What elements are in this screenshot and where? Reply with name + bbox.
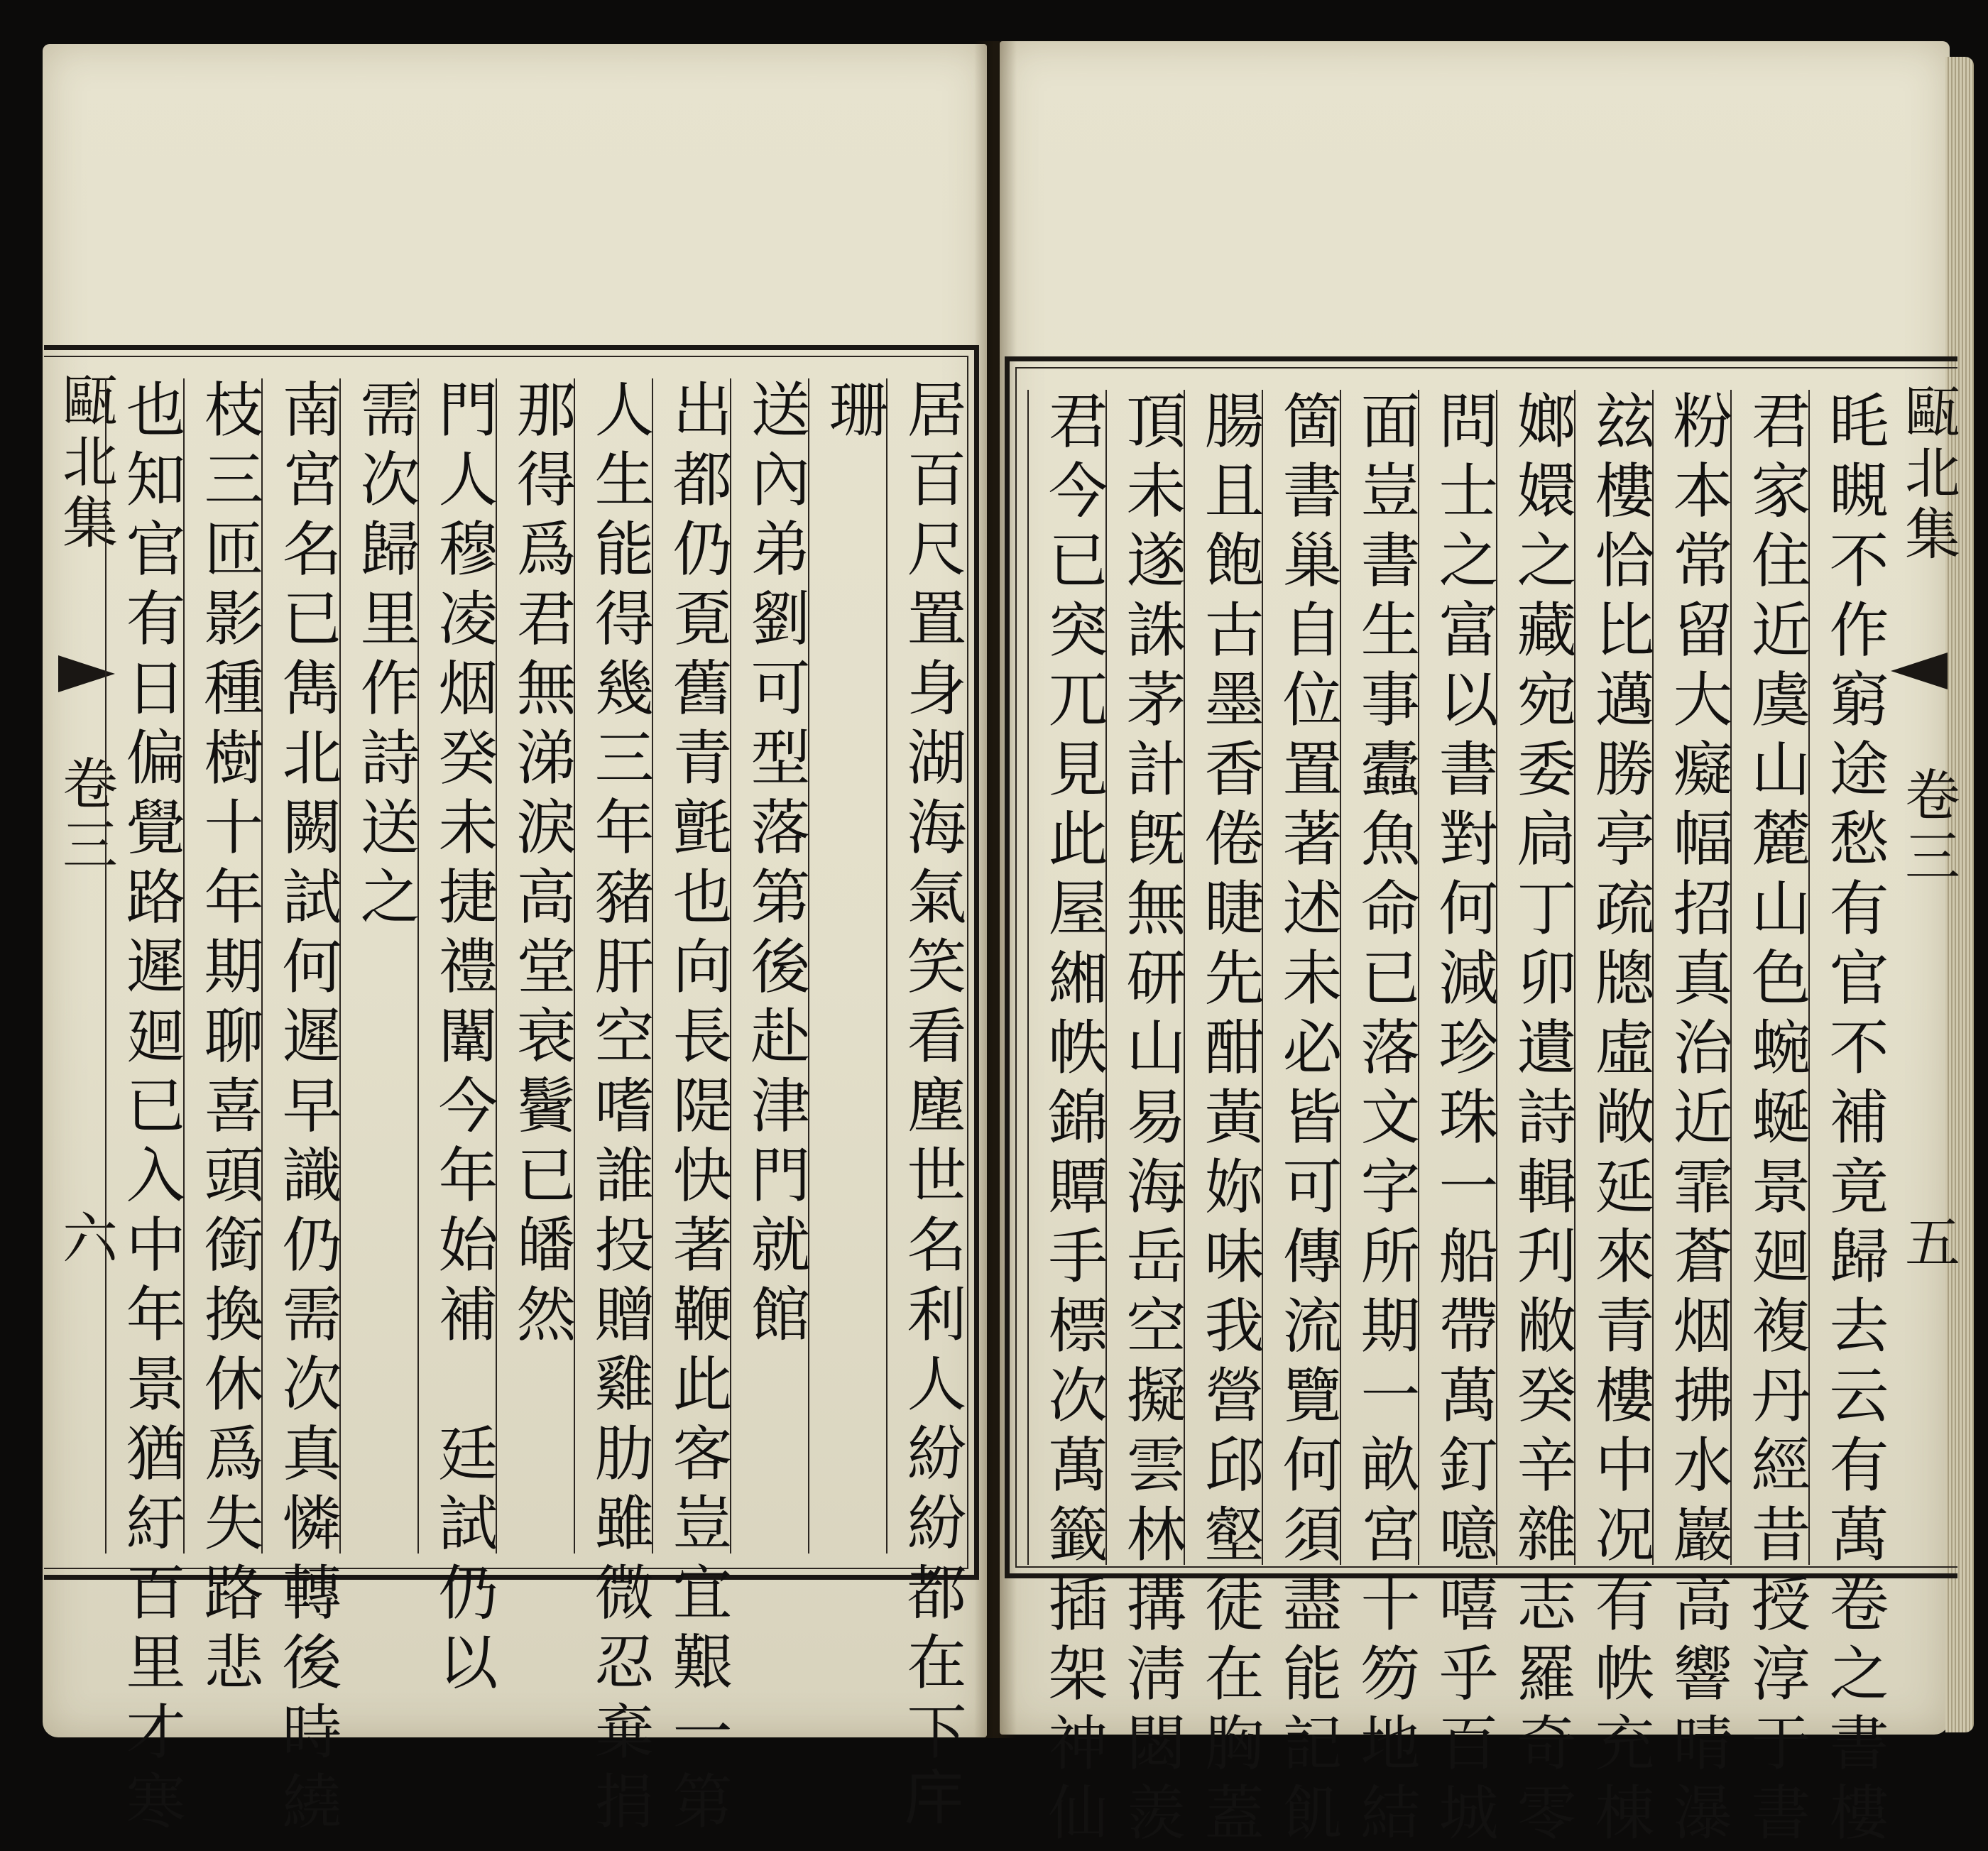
text-column: 粉本常留大癡幅招真治近霏蒼烟拂水巖高響晴瀑 bbox=[1652, 390, 1730, 1565]
right-band-volume: 卷三 bbox=[1896, 766, 1960, 888]
left-text-frame bbox=[44, 345, 979, 1840]
text-column: 那得爲君無涕淚高堂衰鬢已皤然 bbox=[496, 378, 574, 1554]
text-column: 腸且飽古墨香倦睫先酣黃妳味我營邱壑徒在胸蓋 bbox=[1184, 390, 1262, 1565]
text-column: 也知官有日偏覺路遲廻已入中年景猶紆百里才寒 bbox=[105, 378, 183, 1554]
left-center-band bbox=[50, 371, 117, 1564]
left-band-folio: 六 bbox=[53, 1209, 117, 1270]
left-text-block bbox=[44, 356, 968, 1840]
text-column: 門人穆凌烟癸未捷禮闈今年始補 廷試仍以 bbox=[417, 378, 496, 1554]
right-center-band bbox=[1892, 383, 1960, 1576]
left-band-volume-wrap bbox=[50, 755, 117, 877]
text-column: 頂未遂誅茅計旣無研山易海岳空擬雲林搆淸閟羨 bbox=[1105, 390, 1184, 1565]
right-text-block bbox=[1015, 367, 1960, 1851]
right-band-volume-wrap bbox=[1892, 766, 1960, 888]
text-column: 箇書巢自位置著述未必皆可傳流覽何須盡能記飢 bbox=[1262, 390, 1340, 1565]
text-column: 居百尺置身湖海氣笑看塵世名利人紛紛都在下𢇛 bbox=[886, 378, 964, 1554]
text-column: 人生能得幾三年豬肝空嗜誰投贈雞肋雖微忍棄捐 bbox=[574, 378, 652, 1554]
text-column: 問士之富以書對何減珍珠一船帶萬釘噫嘻乎百城 bbox=[1418, 390, 1496, 1565]
text-column: 眊瞡不作窮途愁有官不補竟歸去云有萬卷之書樓 bbox=[1808, 390, 1886, 1565]
text-column: 玆樓恰比邁勝亭疏牕虛敞延來青樓中况有帙充棟 bbox=[1574, 390, 1652, 1565]
right-band-title: 甌北集 bbox=[1896, 383, 1960, 566]
text-column: 南宮名已雋北闕試何遲早識仍需次真憐轉後時繞 bbox=[261, 378, 339, 1554]
text-column: 珊 bbox=[808, 378, 886, 1554]
right-band-folio-wrap bbox=[1892, 1213, 1960, 1274]
fish-tail-mark bbox=[1891, 653, 1948, 689]
right-text-frame bbox=[1005, 356, 1960, 1851]
text-column: 送內弟劉可型落第後赴津門就館 bbox=[730, 378, 808, 1554]
left-band-title: 甌北集 bbox=[53, 371, 117, 555]
text-column: 出都仍覔舊青氈也向長隄快著鞭此客豈宜艱一第 bbox=[652, 378, 730, 1554]
text-column: 枝三匝影種樹十年期聊喜頭銜換休爲失路悲 bbox=[183, 378, 261, 1554]
text-column: 君家住近虞山麓山色蜿蜒景廻複丹經昔授淳于書 bbox=[1730, 390, 1808, 1565]
text-column: 嫏嬛之藏宛委扃丁卯遺詩輯刋敝癸辛雜志羅奇零 bbox=[1496, 390, 1574, 1565]
text-column: 面豈書生事蠹魚命已落文字所期一畝宮十笏地結 bbox=[1340, 390, 1418, 1565]
left-band-folio-wrap bbox=[50, 1209, 117, 1270]
left-band-volume: 卷三 bbox=[53, 755, 117, 877]
text-column: 君今已突兀見此屋緗帙錦贉手標次萬籤插架神仙 bbox=[1027, 390, 1105, 1565]
text-column: 需次歸里作詩送之 bbox=[339, 378, 417, 1554]
right-band-folio: 五 bbox=[1896, 1213, 1960, 1274]
